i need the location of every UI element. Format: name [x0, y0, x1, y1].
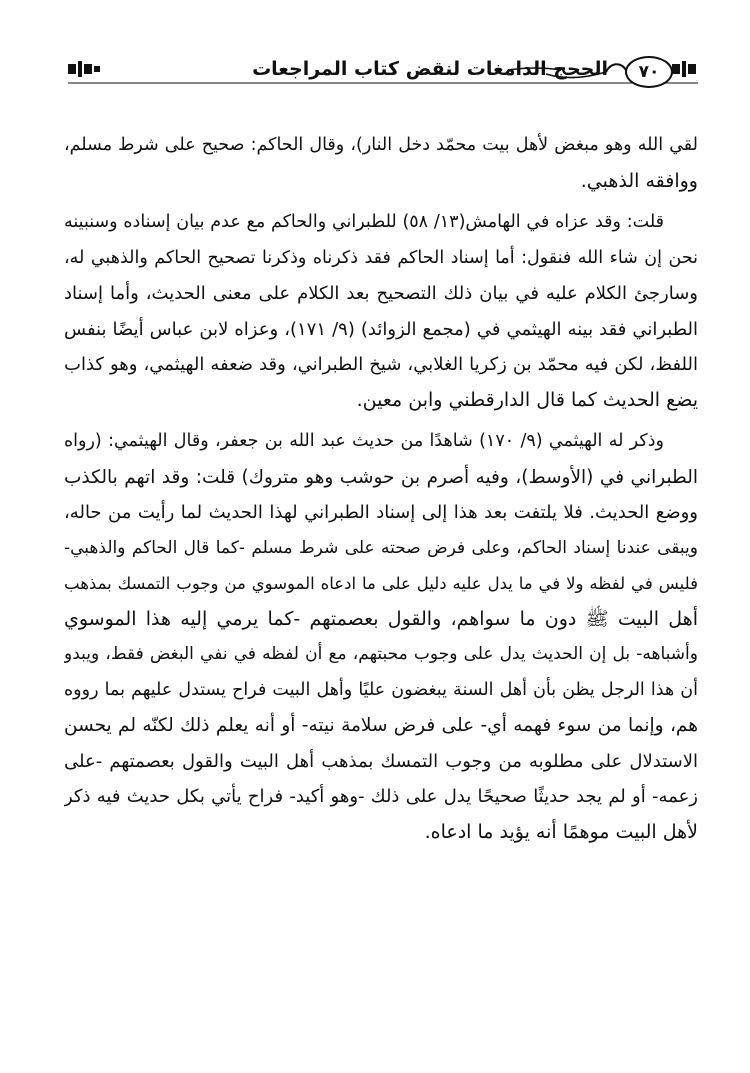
text-line: نحن إن شاء الله فنقول: أما إسناد الحاكم فقد ذكرناه وذكرنا تصحيح الحاكم والذهبي له،	[64, 247, 698, 268]
text-line: فليس في لفظه ولا في ما يدل عليه دليل على ما ادعاه الموسوي من وجوب التمسك بمذهب	[64, 574, 698, 593]
paragraph	[64, 128, 698, 199]
text-line: ووضع الحديث. فلا يلتفت بعد هذا إلى إسناد الطبراني لهذا الحديث لما رأيت من حاله،	[64, 502, 698, 523]
text-line: ويبقى عندنا إسناد الحاكم، وعلى فرض صحته على شرط مسلم -كما قال الحاكم والذهبي-	[64, 537, 698, 558]
paragraph	[64, 205, 698, 418]
running-title: الحجج الدامغات لنقض كتاب المراجعات	[252, 58, 608, 80]
page-number: ٧٠	[625, 56, 673, 88]
page-body	[64, 128, 698, 850]
text-line: أهل البيت ﷺ دون ما سواهم، والقول بعصمتهم -كما يرمي إليه هذا الموسوي	[64, 607, 698, 630]
paragraph	[64, 424, 698, 850]
text-line: وذكر له الهيثمي (٩/ ١٧٠) شاهدًا من حديث عبد الله بن جعفر، وقال الهيثمي: (رواه	[64, 431, 664, 451]
text-line: قلت: وقد عزاه في الهامش(١٣/ ٥٨) للطبراني والحاكم مع عدم بيان إسناده وسنبينه	[64, 212, 664, 232]
left-knot-ornament-icon	[68, 61, 100, 77]
text-line: اللفظ، لكن فيه محمّد بن زكريا الغلابي، شيخ الطبراني، وقد ضعفه الهيثمي، وهو كذاب	[64, 354, 698, 375]
text-line: أن هذا الرجل يظن بأن أهل السنة يبغضون عليًا وأهل البيت فراح يستدل عليهم بما رووه	[64, 679, 698, 700]
text-line: لقي الله وهو مبغض لأهل بيت محمّد دخل النار)، وقال الحاكم: صحيح على شرط مسلم،	[64, 135, 698, 155]
text-line: الطبراني فقد بينه الهيثمي في (مجمع الزوائد) (٩/ ١٧١)، وعزاه لابن عباس أيضًا بنفس	[64, 318, 698, 340]
text-line: هم، وإنما من سوء فهمه أي- على فرض سلامة نيته- أو أنه يعلم ذلك لكنّه لم يحسن	[64, 715, 698, 736]
page-header	[66, 50, 700, 94]
text-line: لأهل البيت موهمًا أنه يؤيد ما ادعاه.	[424, 820, 698, 843]
text-line: الاستدلال على مطلوبه من وجوب التمسك بمذهب أهل البيت والقول بعصمتهم -على	[64, 750, 698, 772]
text-line: يضع الحديث كما قال الدارقطني وابن معين.	[356, 388, 698, 411]
text-line: زعمه- أو لم يجد حديثًا صحيحًا يدل على ذلك -وهو أكيد- فراح يأتي بكل حديث فيه ذكر	[64, 786, 698, 807]
flourish-ornament-icon	[606, 64, 626, 72]
text-line: الطبراني في (الأوسط)، وفيه أصرم بن حوشب وهو متروك) قلت: وقد اتهم بالكذب	[64, 466, 698, 488]
text-line: وسارجئ الكلام عليه في بيان ذلك التصحيح بعد الكلام على معنى الحديث، وأما إسناد	[64, 283, 698, 304]
right-knot-ornament-icon	[672, 61, 696, 77]
text-line: ووافقه الذهبي.	[580, 169, 698, 192]
text-line: وأشباهه- بل إن الحديث يدل على وجوب محبتهم، مع أن لفظه في نفي البغض فقط، ويبدو	[64, 644, 698, 664]
